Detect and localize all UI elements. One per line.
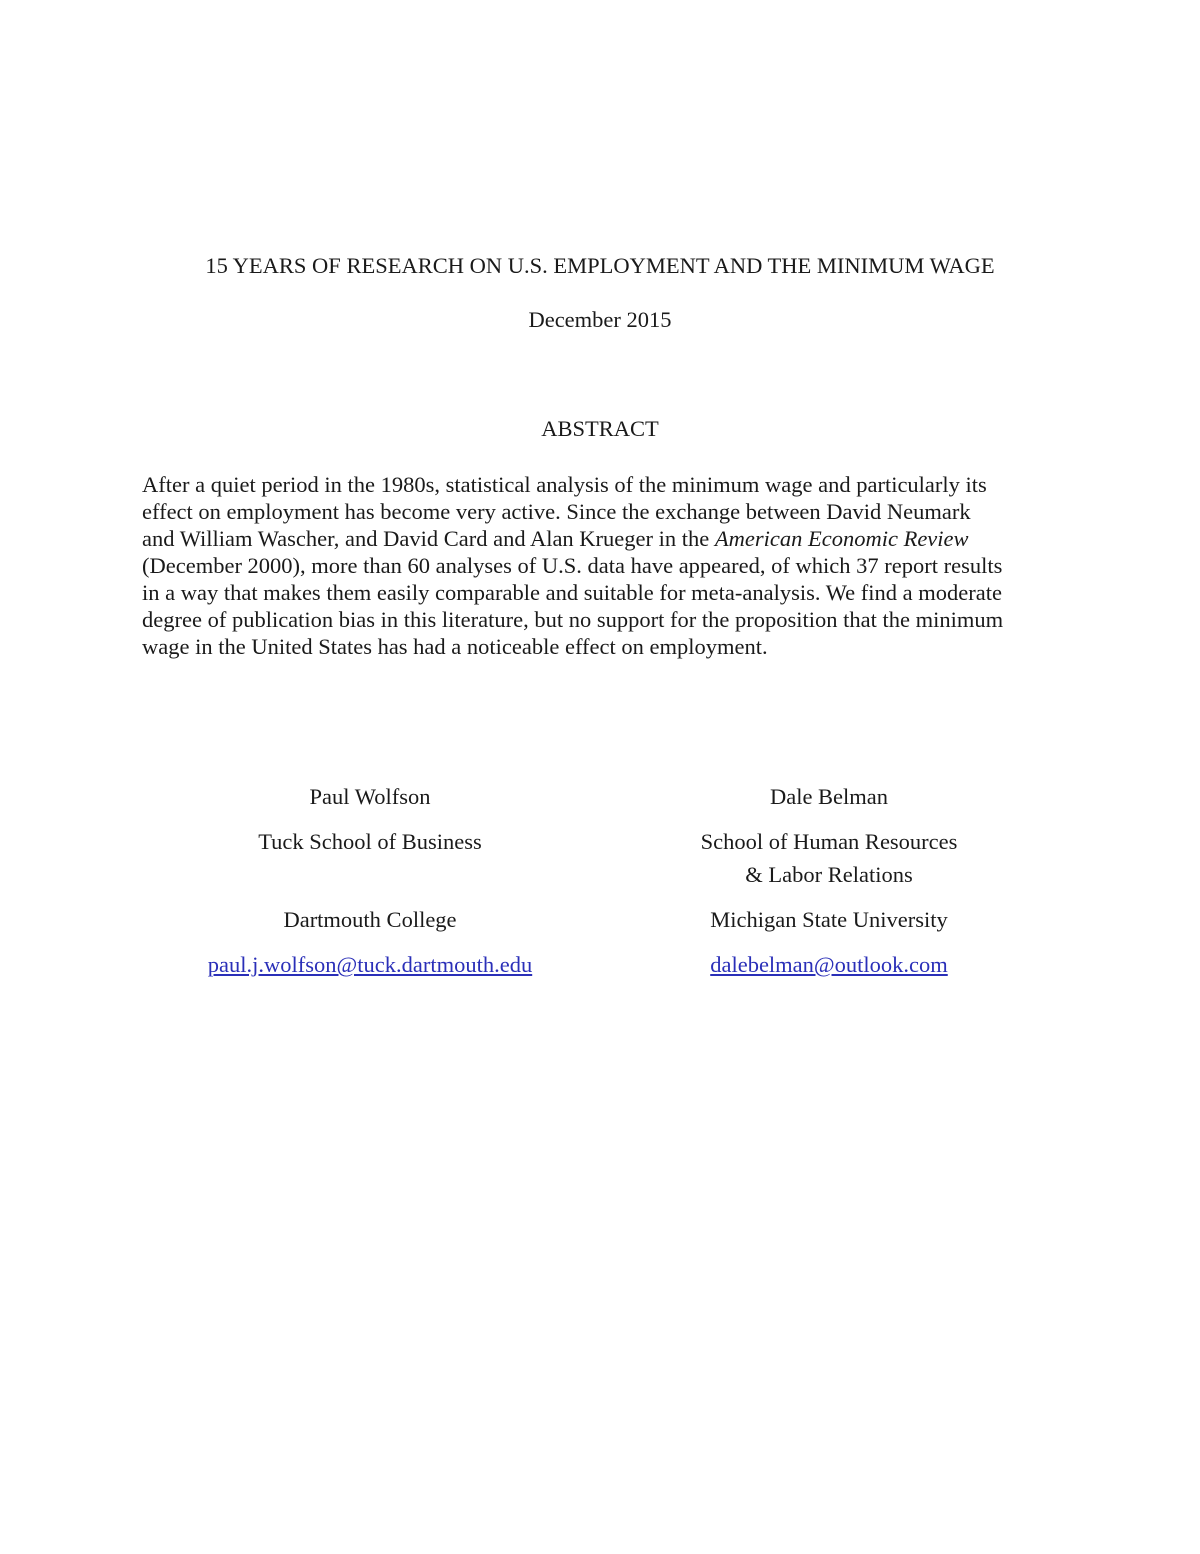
author-email-link[interactable]: paul.j.wolfson@tuck.dartmouth.edu xyxy=(207,952,533,977)
abstract-text: and William Wascher, and David Card and Alan Krueger in the xyxy=(142,526,715,551)
abstract-line: degree of publication bias in this literature, but no support for the proposition that the minimum xyxy=(142,607,1004,632)
abstract-line: After a quiet period in the 1980s, statistical analysis of the minimum wage and particularly its xyxy=(142,472,987,497)
abstract-heading: ABSTRACT xyxy=(541,416,659,441)
abstract-line: (December 2000), more than 60 analyses of U.S. data have appeared, of which 37 report results xyxy=(142,553,1003,578)
abstract-line xyxy=(142,525,969,552)
author-email-link[interactable]: dalebelman@outlook.com xyxy=(710,952,948,977)
abstract-line: wage in the United States has had a noticeable effect on employment. xyxy=(142,634,768,659)
author-affiliation: Tuck School of Business xyxy=(258,829,482,854)
author-institution: Michigan State University xyxy=(710,907,948,932)
journal-name: American Economic Review xyxy=(714,526,969,551)
abstract-line: effect on employment has become very active. Since the exchange between David Neumark xyxy=(142,499,971,524)
author-affiliation: School of Human Resources xyxy=(700,829,958,854)
paper-title: 15 YEARS OF RESEARCH ON U.S. EMPLOYMENT AND THE MINIMUM WAGE xyxy=(205,253,995,278)
author-name: Paul Wolfson xyxy=(309,784,431,809)
author-affiliation: & Labor Relations xyxy=(745,862,913,887)
author-name: Dale Belman xyxy=(769,784,889,809)
author-institution: Dartmouth College xyxy=(283,907,457,932)
paper-date: December 2015 xyxy=(528,307,672,332)
abstract-line: in a way that makes them easily comparable and suitable for meta-analysis. We find a moderate xyxy=(142,580,1002,605)
